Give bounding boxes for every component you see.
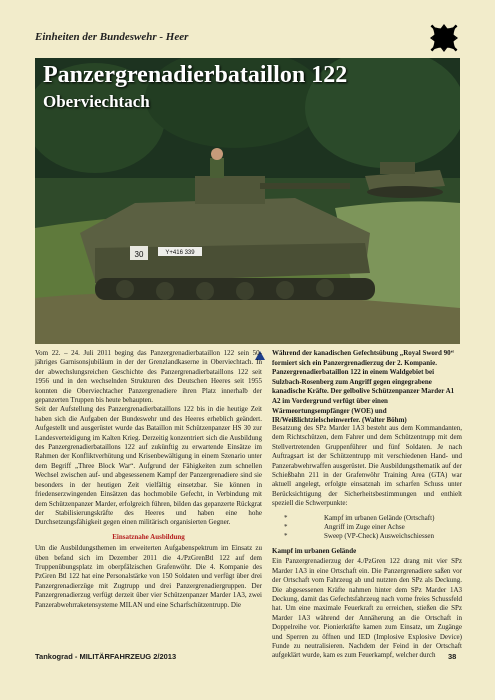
section-heading: Kampf im urbanen Gelände [272, 546, 357, 555]
paragraph: Ein Panzergrenadierzug der 4./PzGren 122 drang mit vier SPz Marder 1A3 in eine Ortschaft ein. Die Panzergrenadiere saßen vor der Ortschaft vom Fahrzeug ab und nutzten den SPz als Deckung. Die abgesessenen Kräfte nahmen hinter dem SPz Marder 1A3 Deckung, damit das Gefechtsfahrzeug nach vorne freies Schussfeld hat. Um eine maximale Feuerkraft zu erreichen, stießen die SPz Marder 1A3 während der Annäherung an die Ortschaft in Doppelreihe vor. Pionierkräfte kamen zum Einsatz, um Zugänge und Sperren zu öffnen und IED (Implosive Explosive Device) Funde zu neutralisieren. Nachdem der Feind in der Ortschaft aufgeklärt wurde, kam es zum Feuerkampf, welcher durch [272, 557, 462, 660]
paragraph: Um die Ausbildungsthemen im erweiterten Aufgabenspektrum im Einsatz zu üben befand sich im Dezember 2011 die 4./PzGrenBtl 122 auf dem Truppenübungsplatz im oberpfälzischen Grafenwöhr. Die 4. Kompanie des PzGren Btl 122 hat eine Personalstärke von 150 Soldaten und verfügt über drei Panzergrenadierzüge mit Zugtrupp und drei Panzergrenadiergruppen. Der Panzergrenadierzug verfügt derzeit über vier Schützenpanzer Marder 1A3, zwei Panzerabwehrraketensysteme MILAN und eine Scharfschützentrupp. Die [35, 544, 262, 609]
section-heading: Einsatznahe Ausbildung [112, 532, 185, 541]
tank-number: 30 [134, 250, 144, 259]
left-column [35, 349, 262, 610]
focus-list [272, 514, 462, 542]
caption-text: Während der kanadischen Gefechtsübung „Royal Sword 90“ formiert sich ein Panzergrenadierzug der 2. Kompanie. Panzergrenadierbataillon 122 in einem Waldgebiet bei Sulzbach-Rosenberg zum Angriff gegen eingegrabene kanadische Kräfte. Der gelbolive Schützenpanzer Marder A1 A2 im Vordergrund verfügt über einen Wärmeortungsempfänger (WOE) und IR/Weißlichtzielscheinwerfer. (Walter Böhm) [272, 349, 455, 425]
page-number: 38 [448, 652, 457, 661]
list-item: * Angriff im Zuge einer Achse [272, 523, 462, 532]
footer-publication: Tankograd - MILITÄRFAHRZEUG 2/2013 [35, 652, 177, 661]
paragraph: Besatzung des SPz Marder 1A3 besteht aus dem Kommandanten, dem Richtschützen, dem Fahrer und dem Schützentrupp mit dem Stellvertretenden Gruppenführer und fünf Soldaten. Je nach Auftragsart ist der Schützentrupp mit verschiedenen Hand- und Panzerabwehrwaffen ausgerüstet. Die Ausbildungsthematik auf der Schießbahn 211 in der Grafenwöhr Training Area (GTA) war aktuell angelegt, erfolgte einsatznah im scharfen Schuss unter Berücksichtigung der Sicherheitsbestimmungen und enthielt speziell die Schwerpunkte: [272, 424, 462, 508]
paragraph: Seit der Aufstellung des Panzergrenadierbataillons 122 bis in die heutige Zeit haben sich die Aufgaben der Bundeswehr und des Heeres erheblich geändert. Aufgestellt und ausgerüstet wurde das Bataillon mit Schützenpanzer HS 30 zur Landesverteidigung im Kalten Krieg. Derzeitig konzentriert sich die Ausbildung des Panzergrenadierbataillons 122 auf zukünftig zu erwartende Einsätze im Rahmen der Konfliktverhütung und Krisenbewältigung in einem Szenario unter dem Begriff „Three Block War“. Aufgrund der Fähigkeiten zum schnellen Wechsel zwischen auf- und abgesessenem Kampf der Panzergrenadiere sind sie besonders in der heutigen Zeit vielfältig einsetzbar. Sie können in friedenserzwingenden Einsätzen das hochmobile Gefecht, in Verbindung mit dem Schützenpanzer Marder, erfolgreich führen, bilden das gepanzerte Rückgrat der Stabilisierungskräfte des Heeres und haben eine hohe Durchsetzungsfähigkeit gegen einen militärisch organisierten Gegner. [35, 405, 262, 527]
hero-photo [35, 58, 460, 344]
article-subtitle: Oberviechtach [43, 92, 150, 111]
series-title: Einheiten der Bundeswehr - Heer [35, 31, 189, 43]
paragraph: Vom 22. – 24. Juli 2011 beging das Panzergrenadierbataillon 122 sein 50-jähriges Garnisonsjubiläum in der der Grenzlandkaserne in Oberviechtach. In der abwechslungsreichen Geschichte des Panzergrenadierbataillons 122 seit 1956 und in den wechselnden Strukturen des Deutschen Heeres seit 1955 konnten die Oberviechtacher Panzergrenadiere ihren Platz innerhalb der gepanzerten Truppen bis heute behaupten. [35, 349, 262, 405]
list-item: * Kampf im urbanen Gelände (Ortschaft) [272, 514, 462, 523]
right-column [272, 424, 462, 661]
photo-caption [272, 349, 462, 426]
license-plate: Y+416 339 [165, 250, 195, 256]
iron-cross-icon [428, 22, 460, 54]
list-item: * Sweep (VP-Check) Ausweichschiessen [272, 532, 462, 541]
article-title: Panzergrenadierbataillon 122 [43, 62, 348, 88]
